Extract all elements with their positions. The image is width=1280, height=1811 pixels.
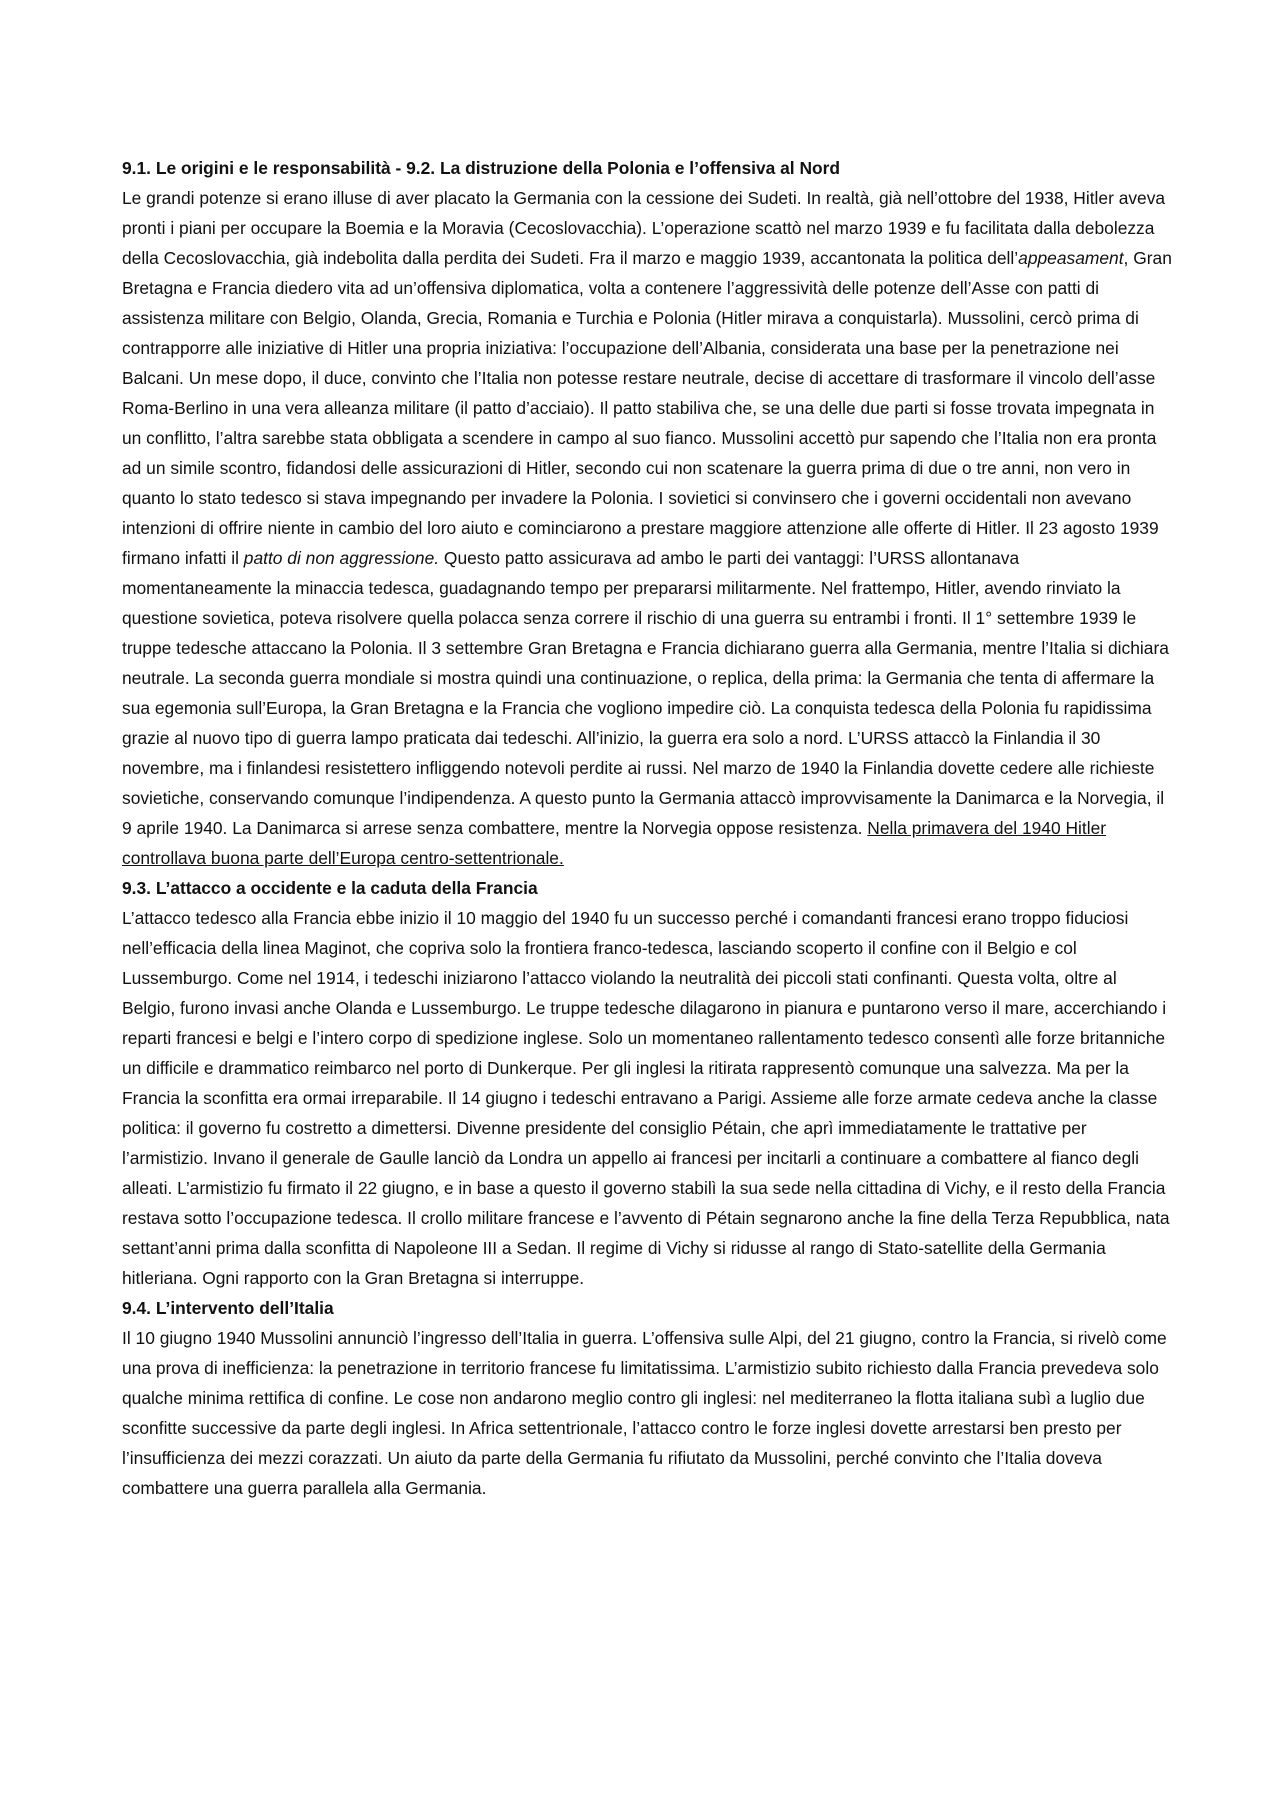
paragraph-text: Le grandi potenze si erano illuse di aver placato la Germania con la cessione dei Sudeti. In realtà, già nell’ottobre del 1938, Hitler aveva pronti i piani per occupare la Boemia e la Moravia (Cecoslovacchia). L’operazione scattò nel marzo 1939 e fu facilitata dalla debolezza della Cecoslovacchia, già indebolita dalla perdita dei Sudeti. Fra il marzo e maggio 1939, accantonata la politica dell’ [122,188,1166,268]
section-heading-9-1-9-2: 9.1. Le origini e le responsabilità - 9.2. La distruzione della Polonia e l’offensiva al Nord [122,158,841,178]
italic-term-patto-non-aggressione: patto di non aggressione. [243,548,440,568]
paragraph-text: , Gran Bretagna e Francia diedero vita ad un’offensiva diplomatica, volta a contenere l’aggressività delle potenze dell’Asse con patti di assistenza militare con Belgio, Olanda, Grecia, Romania e Turchia e Polonia (Hitler mirava a conquistarla). Mussolini, cercò prima di contrapporre alle iniziative di Hitler una propria iniziativa: l’occupazione dell’Albania, considerata una base per la penetrazione nei Balcani. Un mese dopo, il duce, convinto che l’Italia non potesse restare neutrale, decise di accettare di trasformare il vincolo dell’asse Roma-Berlino in una vera alleanza militare (il patto d’acciaio). Il patto stabiliva che, se una delle due parti si fosse trovata impegnata in un conflitto, l’altra sarebbe stata obbligata a scendere in campo al suo fianco. Mussolini accettò pur sapendo che l’Italia non era pronta ad un simile scontro, fidandosi delle assicurazioni di Hitler, secondo cui non scatenare la guerra prima di due o tre anni, non vero in quanto lo stato tedesco si stava impegnando per invadere la Polonia. I sovietici si convinsero che i governi occidentali non avevano intenzioni di offrire niente in cambio del loro aiuto e cominciarono a prestare maggiore attenzione alle offerte di Hitler. Il 23 agosto 1939 firmano infatti il [122,248,1172,568]
paragraph-polonia [122,183,1172,873]
italic-term-appeasament: appeasament [1018,248,1124,268]
paragraph-italia: Il 10 giugno 1940 Mussolini annunciò l’ingresso dell’Italia in guerra. L’offensiva sulle Alpi, del 21 giugno, contro la Francia, si rivelò come una prova di inefficienza: la penetrazione in territorio francese fu limitatissima. L’armistizio subito richiesto dalla Francia prevedeva solo qualche minima rettifica di confine. Le cose non andarono meglio contro gli inglesi: nel mediterraneo la flotta italiana subì a luglio due sconfitte successive da parte degli inglesi. In Africa settentrionale, l’attacco contro le forze inglesi dovette arrestarsi ben presto per l’insufficienza dei mezzi corazzati. Un aiuto da parte della Germania fu rifiutato da Mussolini, perché convinto che l’Italia doveva combattere una guerra parallela alla Germania. [122,1328,1167,1498]
underlined-sentence: Nella primavera del 1940 Hitler controllava buona parte dell’Europa centro-settentrionale. [122,818,1107,868]
section-heading-9-4: 9.4. L’intervento dell’Italia [122,1298,334,1318]
paragraph-francia: L’attacco tedesco alla Francia ebbe inizio il 10 maggio del 1940 fu un successo perché i comandanti francesi erano troppo fiduciosi nell’efficacia della linea Maginot, che copriva solo la frontiera franco-tedesca, lasciando scoperto il confine con il Belgio e col Lussemburgo. Come nel 1914, i tedeschi iniziarono l’attacco violando la neutralità dei piccoli stati confinanti. Questa volta, oltre al Belgio, furono invasi anche Olanda e Lussemburgo. Le truppe tedesche dilagarono in pianura e puntarono verso il mare, accerchiando i reparti francesi e belgi e l’intero corpo di spedizione inglese. Solo un momentaneo rallentamento tedesco consentì alle forze britanniche un difficile e drammatico reimbarco nel porto di Dunkerque. Per gli inglesi la ritirata rappresentò comunque una salvezza. Ma per la Francia la sconfitta era ormai irreparabile. Il 14 giugno i tedeschi entravano a Parigi. Assieme alle forze armate cedeva anche la classe politica: il governo fu costretto a dimettersi. Divenne presidente del consiglio Pétain, che aprì immediatamente le trattative per l’armistizio. Invano il generale de Gaulle lanciò da Londra un appello ai francesi per incitarli a continuare a combattere al fianco degli alleati. L’armistizio fu firmato il 22 giugno, e in base a questo il governo stabilì la sua sede nella cittadina di Vichy, e il resto della Francia restava sotto l’occupazione tedesca. Il crollo militare francese e l’avvento di Pétain segnarono anche la fine della Terza Repubblica, nata settant’anni prima dalla sconfitta di Napoleone III a Sedan. Il regime di Vichy si ridusse al rango di Stato-satellite della Germania hitleriana. Ogni rapporto con la Gran Bretagna si interruppe. [122,908,1170,1288]
section-heading-9-3: 9.3. L’attacco a occidente e la caduta della Francia [122,878,538,898]
paragraph-text: Questo patto assicurava ad ambo le parti dei vantaggi: l’URSS allontanava momentaneamente la minaccia tedesca, guadagnando tempo per prepararsi militarmente. Nel frattempo, Hitler, avendo rinviato la questione sovietica, poteva risolvere quella polacca senza correre il rischio di una guerra su entrambi i fronti. Il 1° settembre 1939 le truppe tedesche attaccano la Polonia. Il 3 settembre Gran Bretagna e Francia dichiarano guerra alla Germania, mentre l’Italia si dichiara neutrale. La seconda guerra mondiale si mostra quindi una continuazione, o replica, della prima: la Germania che tenta di affermare la sua egemonia sull’Europa, la Gran Bretagna e la Francia che vogliono impedire ciò. La conquista tedesca della Polonia fu rapidissima grazie al nuovo tipo di guerra lampo praticata dai tedeschi. All’inizio, la guerra era solo a nord. L’URSS attaccò la Finlandia il 30 novembre, ma i finlandesi resistettero infliggendo notevoli perdite ai russi. Nel marzo de 1940 la Finlandia dovette cedere alle richieste sovietiche, conservando comunque l’indipendenza. A questo punto la Germania attaccò improvvisamente la Danimarca e la Norvegia, il 9 aprile 1940. La Danimarca si arrese senza combattere, mentre la Norvegia oppose resistenza. [122,548,1169,838]
document-page [122,153,1172,1503]
